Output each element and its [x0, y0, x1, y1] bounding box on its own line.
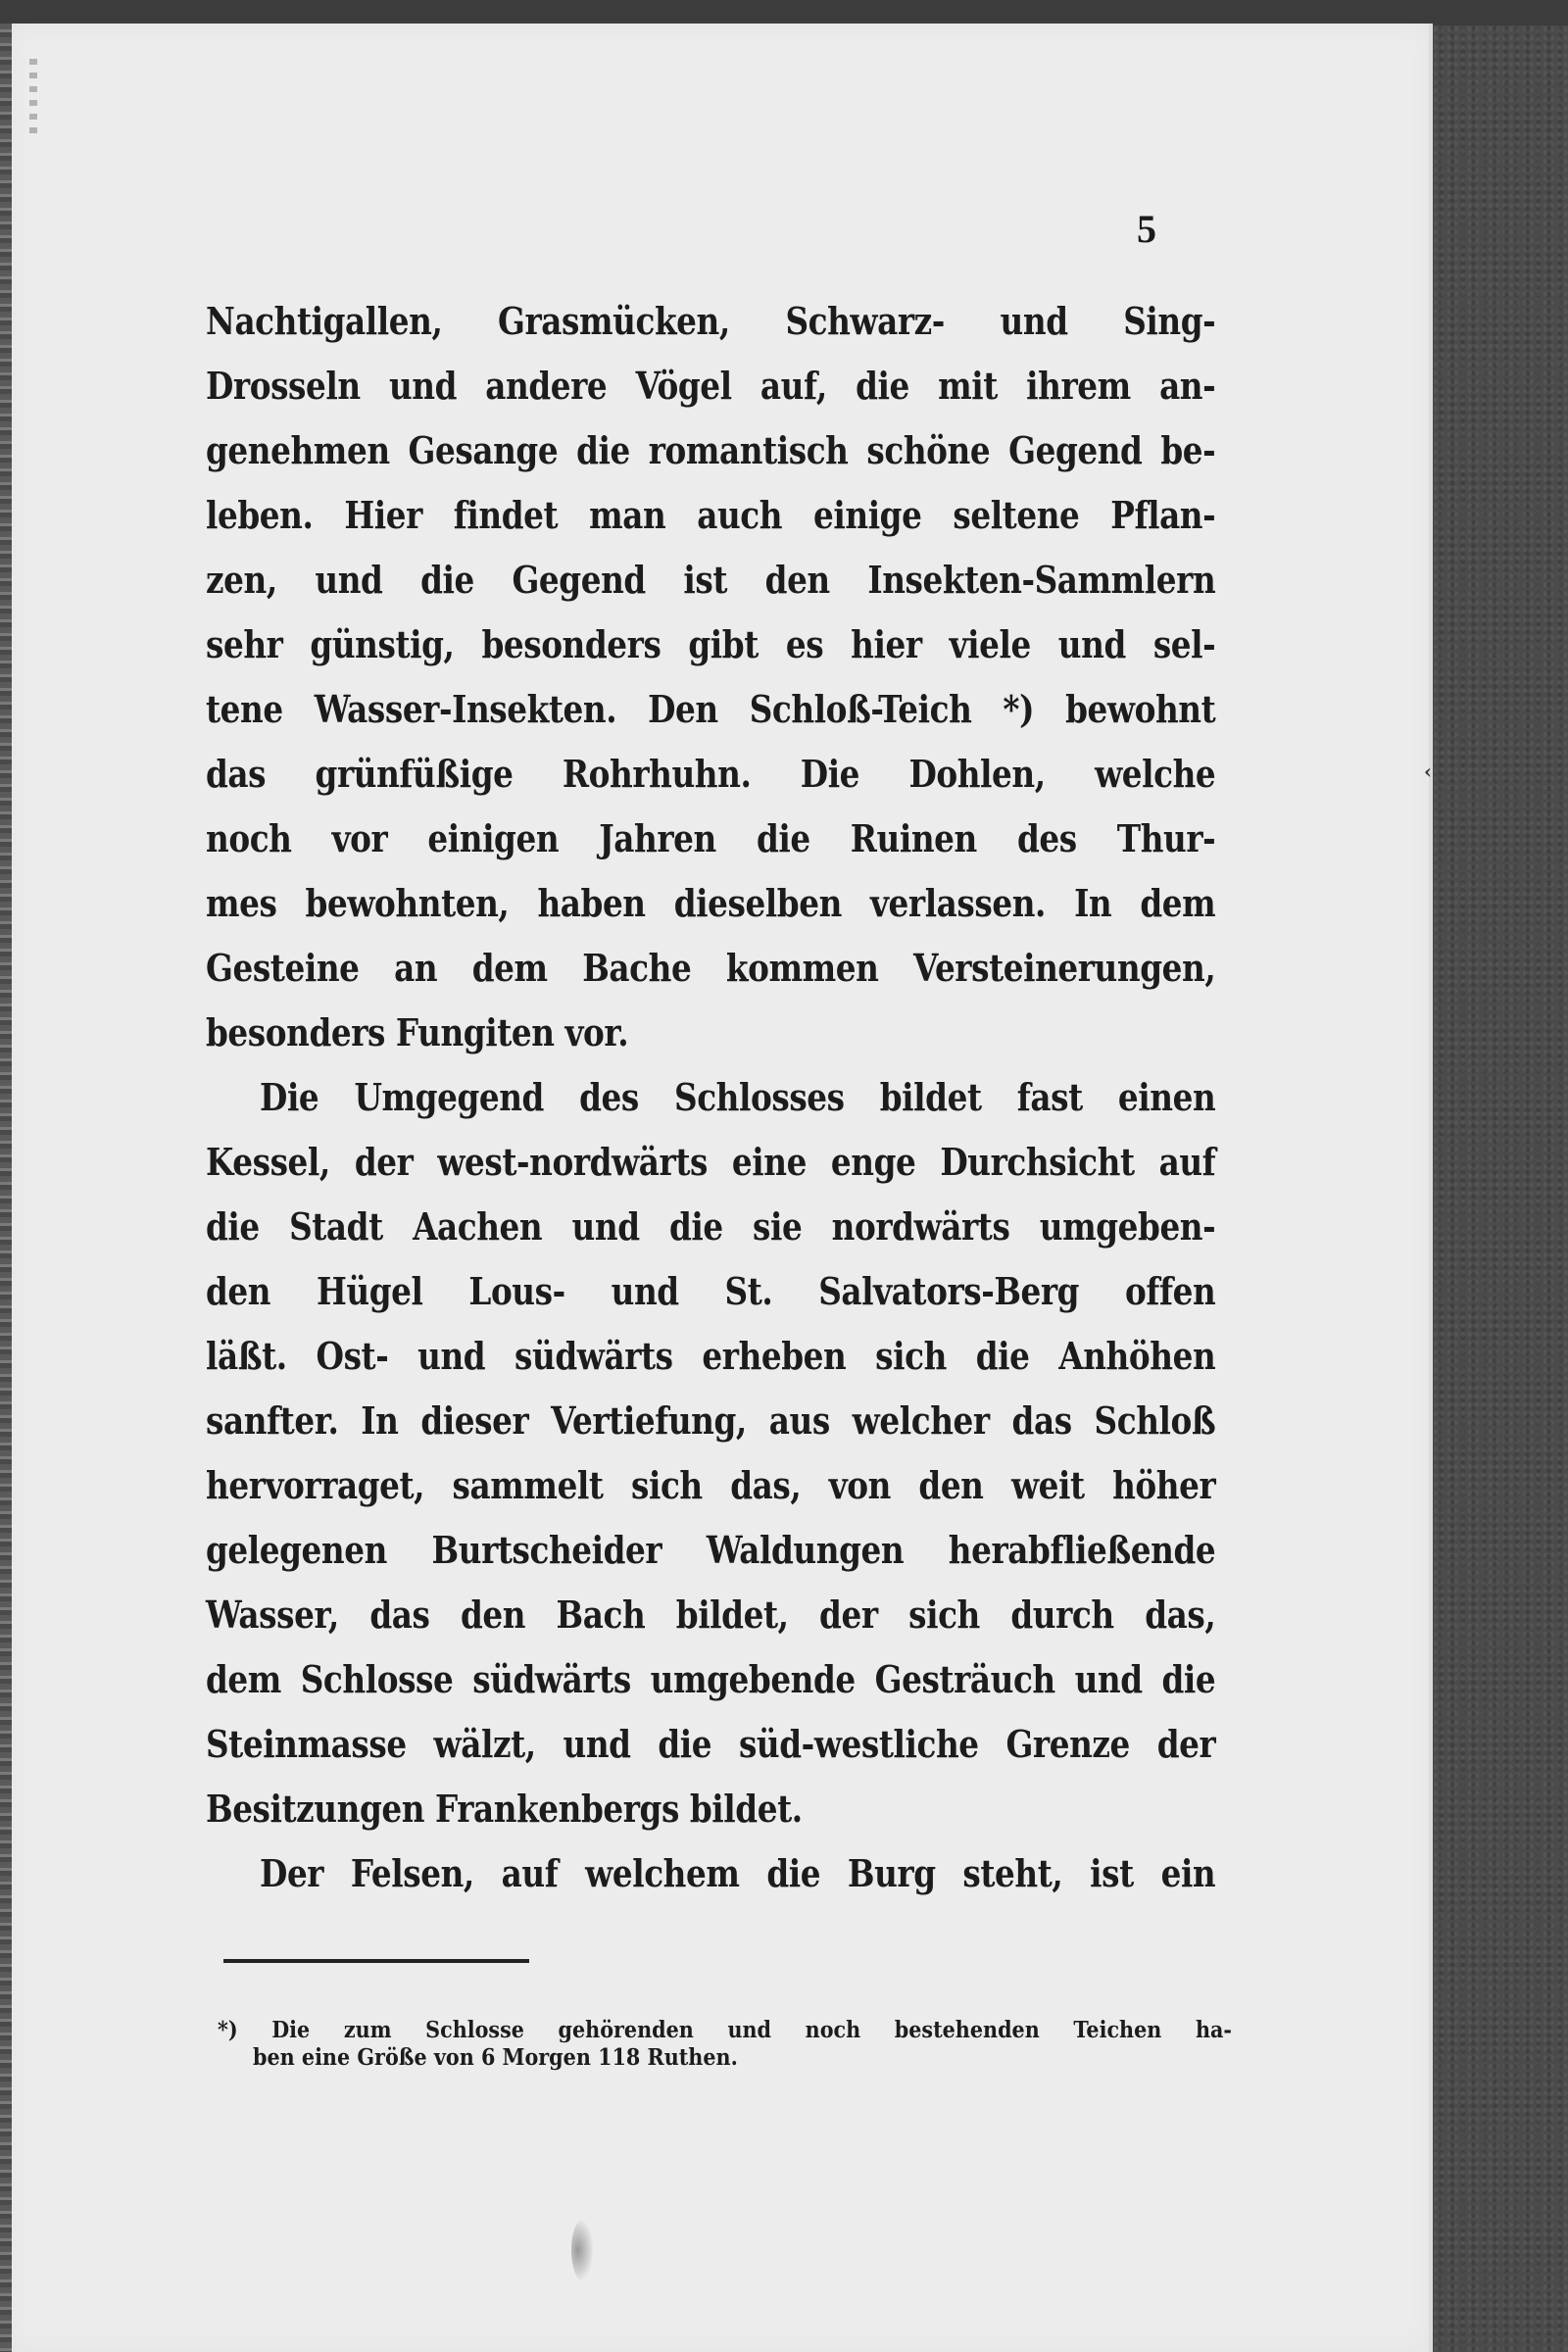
text-line: Besitzungen Frankenbergs bildet.: [206, 1787, 803, 1831]
paper-smudge: [571, 2220, 593, 2280]
body-text: [206, 289, 1215, 1906]
text-line: Der Felsen, auf welchem die Burg steht, ist ein: [260, 1851, 1216, 1895]
page-number: 5: [1137, 207, 1156, 251]
text-line: dem Schlosse südwärts umgebende Gesträuch und die: [206, 1657, 1216, 1701]
footnote-line: ben eine Größe von 6 Morgen 118 Ruthen.: [253, 2044, 738, 2071]
footnote-separator: [223, 1959, 529, 1963]
text-line: läßt. Ost- und südwärts erheben sich die Anhöhen: [206, 1334, 1216, 1378]
text-line: gelegenen Burtscheider Waldungen herabfließende: [206, 1528, 1216, 1572]
text-line: noch vor einigen Jahren die Ruinen des Thur-: [206, 816, 1216, 860]
text-line: sanfter. In dieser Vertiefung, aus welcher das Schloß: [206, 1398, 1216, 1443]
scanner-background-top: [0, 0, 1568, 25]
text-line: Nachtigallen, Grasmücken, Schwarz- und Sing-: [206, 299, 1216, 343]
footnote: [218, 2017, 1237, 2072]
text-line: das grünfüßige Rohrhuhn. Die Dohlen, welche: [206, 752, 1216, 796]
text-line: Steinmasse wälzt, und die süd-westliche Grenze der: [206, 1722, 1216, 1766]
margin-mark: ‹: [1424, 760, 1432, 783]
text-line: Die Umgegend des Schlosses bildet fast einen: [260, 1075, 1216, 1119]
page-edge: [1429, 24, 1433, 2352]
text-line: Drosseln und andere Vögel auf, die mit ihrem an-: [206, 364, 1216, 408]
text-line: den Hügel Lous- und St. Salvators-Berg offen: [206, 1269, 1216, 1313]
text-line: Gesteine an dem Bache kommen Versteinerungen,: [206, 946, 1216, 990]
book-binding-edge: [0, 24, 12, 2352]
binding-marks: [29, 59, 37, 137]
text-line: zen, und die Gegend ist den Insekten-Sammlern: [206, 558, 1216, 602]
text-line: tene Wasser-Insekten. Den Schloß-Teich *) bewohnt: [206, 687, 1216, 731]
text-line: sehr günstig, besonders gibt es hier viele und sel-: [206, 622, 1216, 666]
text-line: hervorraget, sammelt sich das, von den weit höher: [206, 1463, 1216, 1507]
text-line: besonders Fungiten vor.: [206, 1010, 629, 1054]
text-line: genehmen Gesange die romantisch schöne Gegend be-: [206, 428, 1216, 472]
text-line: leben. Hier findet man auch einige seltene Pflan-: [206, 493, 1216, 537]
text-line: die Stadt Aachen und die sie nordwärts umgeben-: [206, 1204, 1216, 1249]
text-line: Kessel, der west-nordwärts eine enge Durchsicht auf: [206, 1140, 1216, 1184]
text-line: mes bewohnten, haben dieselben verlassen. In dem: [206, 881, 1216, 925]
text-line: Wasser, das den Bach bildet, der sich durch das,: [206, 1592, 1216, 1637]
footnote-line: *) Die zum Schlosse gehörenden und noch bestehenden Teichen ha-: [218, 2017, 1232, 2043]
